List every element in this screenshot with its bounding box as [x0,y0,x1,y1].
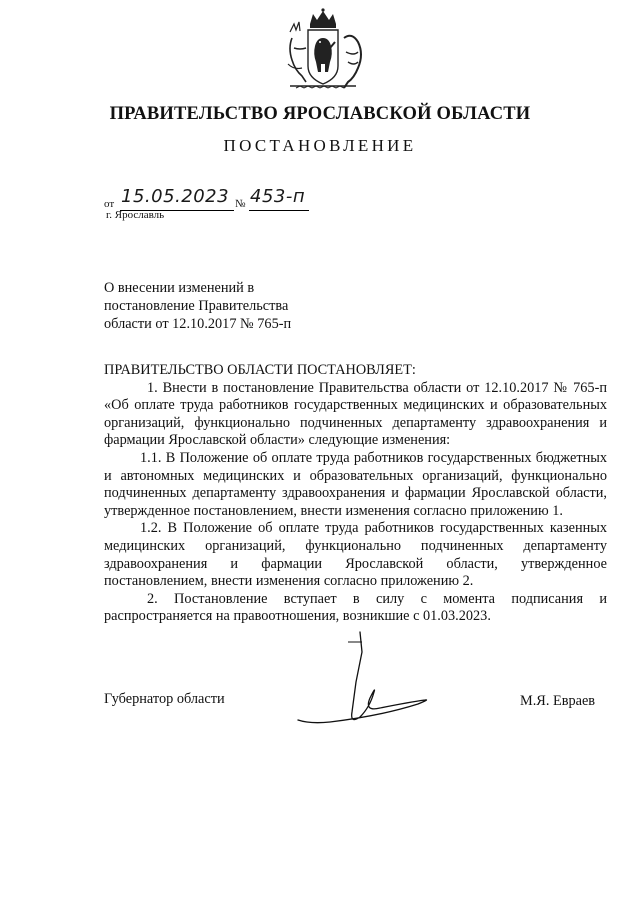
body-heading: ПРАВИТЕЛЬСТВО ОБЛАСТИ ПОСТАНОВЛЯЕТ: [104,362,416,378]
coat-of-arms-emblem [280,8,366,92]
paragraph-2: 2. Постановление вступает в силу с момента подписания и распространяется на правоотношения, возникшие с 01.03.2023. [104,590,607,625]
subject-line: постановление Правительства [104,298,289,314]
paragraph-1: 1. Внести в постановление Правительства области от 12.10.2017 № 765-п «Об оплате труда работников государственных медицинских и образовательных организаций, функционально подчиненных департаменту здравоохранения и фармации Ярославской области» следующие изменения: [104,379,607,449]
subject-line: О внесении изменений в [104,280,255,296]
date-prefix: от [104,198,115,210]
handwritten-date: 15.05.2023 [121,186,230,207]
signatory-name: М.Я. Евраев [520,693,596,709]
document-type: ПОСТАНОВЛЕНИЕ [223,136,417,155]
number-prefix: № [235,198,246,210]
subject-line: области от 12.10.2017 № 765-п [104,316,292,332]
paragraph-1-1: 1.1. В Положение об оплате труда работников государственных бюджетных и автономных медицинских и образовательных организаций, функционально подчиненных департаменту здравоохранения и фармации Ярославской области, утвержденное постановлением, внести изменения согласно приложению 1. [104,449,607,519]
government-title: ПРАВИТЕЛЬСТВО ЯРОСЛАВСКОЙ ОБЛАСТИ [109,104,531,124]
document-body [104,362,607,626]
document-subject [104,279,364,333]
number-underline [249,210,309,211]
paragraph-1-2: 1.2. В Положение об оплате труда работников государственных казенных медицинских организаций, функционально подчиненных департаменту здравоохранения и фармации Ярославской области, утвержденное постановлением, внести изменения согласно приложению 2. [104,520,607,590]
handwritten-number: 453-п [250,186,306,207]
city-label: г. Ярославль [106,209,165,221]
handwritten-signature [290,612,450,762]
signatory-position: Губернатор области [104,691,225,707]
